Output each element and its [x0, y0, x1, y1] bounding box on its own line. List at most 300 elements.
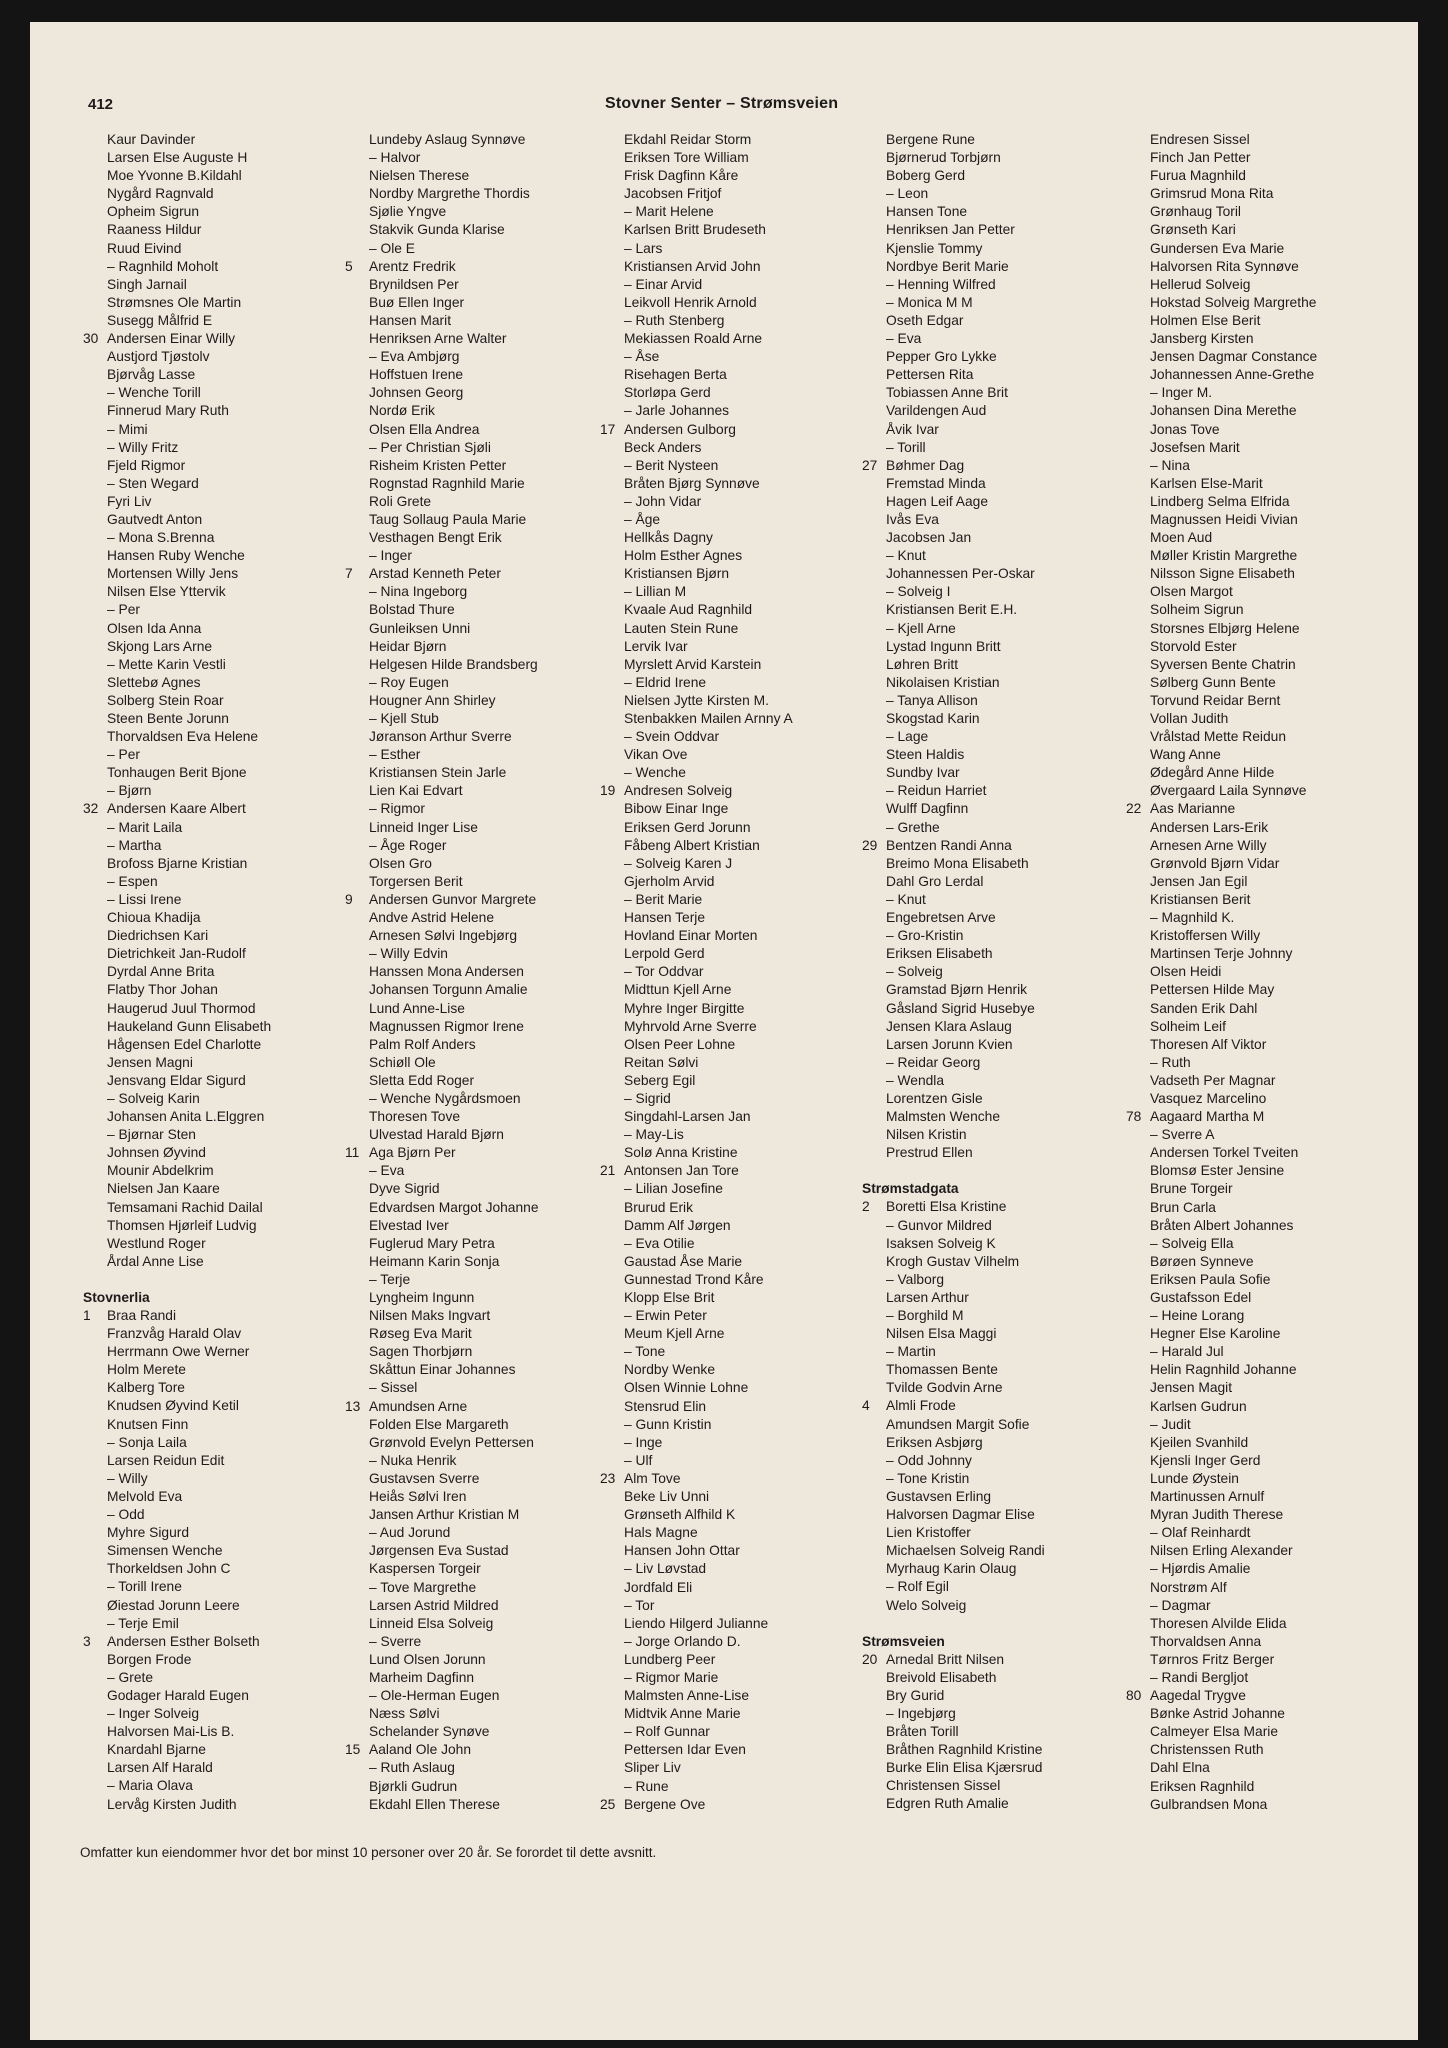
- resident-name: Lerpold Gerd: [624, 946, 705, 962]
- resident-name: Larsen Arthur: [886, 1289, 969, 1305]
- resident-name: Thomsen Hjørleif Ludvig: [107, 1217, 257, 1233]
- resident-name: Hougner Ann Shirley: [369, 692, 496, 708]
- resident-name: Krogh Gustav Vilhelm: [886, 1253, 1020, 1269]
- resident-entry: [345, 1126, 539, 1144]
- resident-entry: [83, 1090, 271, 1108]
- resident-name: – Mona S.Brenna: [107, 530, 215, 546]
- resident-entry: [345, 638, 539, 656]
- resident-name: Gundersen Eva Marie: [1150, 240, 1285, 256]
- resident-name: Simensen Wenche: [107, 1543, 223, 1559]
- resident-name: – Reidun Harriet: [886, 783, 987, 799]
- resident-entry: [600, 819, 793, 837]
- resident-entry: [600, 1597, 793, 1615]
- resident-entry: [83, 728, 271, 746]
- resident-entry: [83, 312, 271, 330]
- resident-name: Lystad Ingunn Britt: [886, 638, 1001, 654]
- resident-entry: [345, 1253, 539, 1271]
- resident-entry: [1126, 891, 1317, 909]
- house-number: 5: [345, 258, 353, 274]
- address-entry: [600, 1796, 793, 1814]
- resident-entry: [862, 529, 1045, 547]
- resident-name: Bentzen Randi Anna: [886, 837, 1012, 853]
- resident-entry: [83, 1000, 271, 1018]
- resident-name: Olsen Ella Andrea: [369, 421, 480, 437]
- resident-entry: [83, 294, 271, 312]
- resident-name: Eriksen Gerd Jorunn: [624, 819, 751, 835]
- resident-name: Hellkås Dagny: [624, 530, 713, 546]
- resident-name: – Torill Irene: [107, 1579, 182, 1595]
- resident-entry: [345, 149, 539, 167]
- resident-entry: [83, 258, 271, 276]
- resident-name: Hansen Terje: [624, 910, 706, 926]
- resident-entry: [83, 1542, 271, 1560]
- resident-name: Vikan Ove: [624, 747, 688, 763]
- resident-entry: [345, 728, 539, 746]
- resident-name: Eriksen Asbjørg: [886, 1434, 983, 1450]
- resident-entry: [600, 529, 793, 547]
- resident-name: – Einar Arvid: [624, 276, 703, 292]
- resident-name: Ekdahl Reidar Storm: [624, 132, 752, 147]
- resident-entry: [83, 1162, 271, 1180]
- resident-name: Moen Aud: [1150, 530, 1213, 546]
- resident-name: Nilsen Elsa Maggi: [886, 1326, 997, 1342]
- resident-name: Roli Grete: [369, 493, 432, 509]
- resident-name: Bøhmer Dag: [886, 457, 965, 473]
- resident-entry: [345, 1271, 539, 1289]
- resident-name: Jansberg Kirsten: [1150, 331, 1254, 347]
- resident-name: Liendo Hilgerd Julianne: [624, 1615, 769, 1631]
- footnote: Omfatter kun eiendommer hvor det bor minst 10 personer over 20 år. Se forordet til dette avsnitt.: [80, 1845, 657, 1860]
- resident-entry: [345, 1434, 539, 1452]
- resident-entry: [862, 1343, 1045, 1361]
- resident-name: Boberg Gerd: [886, 168, 965, 184]
- resident-entry: [600, 1506, 793, 1524]
- resident-name: Eriksen Ragnhild: [1150, 1778, 1255, 1794]
- house-number: 80: [1126, 1688, 1142, 1704]
- resident-entry: [83, 276, 271, 294]
- resident-name: Susegg Målfrid E: [107, 312, 213, 328]
- resident-name: – Valborg: [886, 1271, 945, 1287]
- directory-page: [30, 22, 1418, 2040]
- resident-name: – Eva Ambjørg: [369, 349, 460, 365]
- resident-name: Skåttun Einar Johannes: [369, 1362, 516, 1378]
- resident-name: Kjeilen Svanhild: [1150, 1434, 1249, 1450]
- resident-entry: [600, 167, 793, 185]
- resident-name: Thorkeldsen John C: [107, 1561, 231, 1577]
- resident-name: Gaustad Åse Marie: [624, 1253, 743, 1269]
- resident-name: Larsen Astrid Mildred: [369, 1597, 499, 1613]
- resident-name: Antonsen Jan Tore: [624, 1163, 739, 1179]
- resident-name: Jensen Jan Egil: [1150, 873, 1248, 889]
- resident-entry: [862, 185, 1045, 203]
- resident-entry: [1126, 402, 1317, 420]
- resident-name: Reitan Sølvi: [624, 1054, 699, 1070]
- resident-entry: [600, 312, 793, 330]
- resident-name: Larsen Alf Harald: [107, 1760, 213, 1776]
- resident-name: Ødegård Anne Hilde: [1150, 765, 1275, 781]
- resident-name: Mortensen Willy Jens: [107, 566, 239, 582]
- resident-name: – Magnhild K.: [1150, 910, 1235, 926]
- resident-name: – Eva: [886, 331, 922, 347]
- resident-entry: [83, 1578, 271, 1596]
- resident-name: Jøranson Arthur Sverre: [369, 729, 512, 745]
- resident-entry: [83, 620, 271, 638]
- resident-entry: [1126, 1524, 1317, 1542]
- resident-name: – Odd Johnny: [886, 1452, 972, 1468]
- resident-entry: [1126, 945, 1317, 963]
- resident-name: Lund Olsen Jorunn: [369, 1651, 486, 1667]
- resident-entry: [345, 185, 539, 203]
- resident-name: Lindberg Selma Elfrida: [1150, 493, 1290, 509]
- resident-entry: [1126, 656, 1317, 674]
- resident-entry: [345, 782, 539, 800]
- resident-name: Torvund Reidar Bernt: [1150, 692, 1281, 708]
- resident-name: Gåsland Sigrid Husebye: [886, 1000, 1035, 1016]
- resident-entry: [862, 728, 1045, 746]
- resident-entry: [600, 927, 793, 945]
- resident-entry: [862, 1597, 1045, 1615]
- resident-name: – Martha: [107, 837, 162, 853]
- resident-entry: [1126, 1162, 1317, 1180]
- resident-entry: [600, 837, 793, 855]
- resident-entry: [600, 1307, 793, 1325]
- resident-entry: [345, 547, 539, 565]
- resident-name: – Tone Kristin: [886, 1470, 970, 1486]
- resident-entry: [345, 1524, 539, 1542]
- resident-entry: [83, 149, 271, 167]
- resident-entry: [83, 855, 271, 873]
- resident-entry: [862, 1000, 1045, 1018]
- resident-name: – Inger: [369, 548, 412, 564]
- resident-name: Holmen Else Berit: [1150, 312, 1261, 328]
- resident-entry: [345, 746, 539, 764]
- resident-entry: [83, 1416, 271, 1434]
- resident-entry: [1126, 258, 1317, 276]
- resident-entry: [1126, 366, 1317, 384]
- resident-name: Nielsen Jytte Kirsten M.: [624, 692, 769, 708]
- resident-entry: [345, 1796, 539, 1814]
- resident-entry: [1126, 384, 1317, 402]
- resident-name: Tvilde Godvin Arne: [886, 1380, 1003, 1396]
- resident-entry: [345, 1199, 539, 1217]
- resident-entry: [345, 276, 539, 294]
- resident-entry: [1126, 583, 1317, 601]
- resident-entry: [862, 1759, 1045, 1777]
- resident-name: Singh Jarnail: [107, 276, 187, 292]
- resident-entry: [345, 221, 539, 239]
- resident-entry: [345, 1615, 539, 1633]
- resident-entry: [83, 439, 271, 457]
- resident-name: Haukeland Gunn Elisabeth: [107, 1018, 272, 1034]
- resident-entry: [600, 1579, 793, 1597]
- resident-entry: [83, 384, 271, 402]
- resident-entry: [600, 1235, 793, 1253]
- resident-name: Arnesen Arne Willy: [1150, 837, 1267, 853]
- resident-entry: [83, 583, 271, 601]
- resident-name: Brune Torgeir: [1150, 1181, 1233, 1197]
- resident-entry: [600, 221, 793, 239]
- resident-entry: [1126, 185, 1317, 203]
- column-5: [1126, 131, 1317, 1814]
- resident-entry: [345, 421, 539, 439]
- resident-entry: [600, 1253, 793, 1271]
- resident-entry: [600, 1723, 793, 1741]
- resident-entry: [600, 1054, 793, 1072]
- resident-entry: [1126, 1434, 1317, 1452]
- resident-name: – Tor: [624, 1597, 655, 1613]
- resident-entry: [83, 529, 271, 547]
- resident-name: Eriksen Paula Sofie: [1150, 1271, 1271, 1287]
- resident-name: Fjeld Rigmor: [107, 457, 186, 473]
- resident-name: Aga Bjørn Per: [369, 1145, 456, 1161]
- resident-entry: [862, 1542, 1045, 1560]
- resident-entry: [83, 1651, 271, 1669]
- resident-entry: [83, 873, 271, 891]
- resident-name: Larsen Else Auguste H: [107, 150, 248, 166]
- resident-name: – Halvor: [369, 150, 421, 166]
- resident-entry: [862, 583, 1045, 601]
- resident-entry: [600, 1542, 793, 1560]
- resident-name: – Sverre: [369, 1633, 422, 1649]
- resident-entry: [1126, 1597, 1317, 1615]
- resident-entry: [862, 203, 1045, 221]
- resident-name: Wang Anne: [1150, 747, 1221, 763]
- resident-name: Vesthagen Bengt Erik: [369, 530, 502, 546]
- resident-name: Beck Anders: [624, 439, 702, 455]
- resident-entry: [345, 1343, 539, 1361]
- resident-name: Olsen Winnie Lohne: [624, 1380, 749, 1396]
- resident-entry: [83, 1705, 271, 1723]
- resident-entry: [345, 1579, 539, 1597]
- resident-entry: [83, 221, 271, 239]
- resident-entry: [345, 439, 539, 457]
- resident-name: Pettersen Rita: [886, 367, 974, 383]
- resident-name: Martinussen Arnulf: [1150, 1489, 1265, 1505]
- resident-entry: [345, 1778, 539, 1796]
- resident-entry: [345, 963, 539, 981]
- resident-entry: [345, 1000, 539, 1018]
- resident-entry: [83, 1018, 271, 1036]
- resident-name: Hagen Leif Aage: [886, 493, 989, 509]
- address-entry: [862, 1198, 1045, 1216]
- resident-entry: [1126, 167, 1317, 185]
- resident-name: Andersen Kaare Albert: [107, 801, 246, 817]
- resident-entry: [345, 620, 539, 638]
- column-1: [83, 131, 271, 1814]
- resident-name: Ekdahl Ellen Therese: [369, 1796, 500, 1812]
- resident-name: Austjord Tjøstolv: [107, 349, 210, 365]
- resident-name: – Eldrid Irene: [624, 674, 707, 690]
- resident-name: Jordfald Eli: [624, 1579, 693, 1595]
- resident-entry: [1126, 1416, 1317, 1434]
- resident-entry: [862, 221, 1045, 239]
- resident-entry: [1126, 1199, 1317, 1217]
- resident-name: – Harald Jul: [1150, 1344, 1224, 1360]
- resident-name: – Svein Oddvar: [624, 729, 720, 745]
- resident-entry: [83, 981, 271, 999]
- resident-name: Steen Haldis: [886, 747, 965, 763]
- house-number: 21: [600, 1163, 616, 1179]
- resident-name: Lundberg Peer: [624, 1651, 716, 1667]
- resident-name: Sagen Thorbjørn: [369, 1344, 473, 1360]
- resident-entry: [345, 1416, 539, 1434]
- resident-entry: [1126, 1000, 1317, 1018]
- resident-name: Thorvaldsen Eva Helene: [107, 729, 259, 745]
- resident-name: – Lars: [624, 240, 663, 256]
- resident-entry: [600, 330, 793, 348]
- resident-entry: [1126, 927, 1317, 945]
- column-3: [600, 131, 793, 1814]
- resident-entry: [600, 475, 793, 493]
- resident-name: Olsen Margot: [1150, 584, 1233, 600]
- resident-entry: [600, 348, 793, 366]
- resident-name: Nilsen Maks Ingvart: [369, 1308, 491, 1324]
- resident-entry: [83, 909, 271, 927]
- resident-entry: [1126, 439, 1317, 457]
- resident-entry: [600, 1217, 793, 1235]
- resident-name: – Rolf Gunnar: [624, 1724, 710, 1740]
- resident-name: Nielsen Jan Kaare: [107, 1181, 220, 1197]
- resident-name: Folden Else Margareth: [369, 1416, 509, 1432]
- resident-entry: [862, 891, 1045, 909]
- resident-name: Myrslett Arvid Karstein: [624, 656, 762, 672]
- resident-entry: [345, 330, 539, 348]
- resident-entry: [862, 493, 1045, 511]
- resident-name: Gunnestad Trond Kåre: [624, 1271, 764, 1287]
- resident-name: Andersen Gunvor Margrete: [369, 891, 537, 907]
- resident-entry: [1126, 1778, 1317, 1796]
- resident-name: Wulff Dagfinn: [886, 801, 969, 817]
- resident-entry: [345, 1235, 539, 1253]
- resident-entry: [83, 963, 271, 981]
- resident-name: Diedrichsen Kari: [107, 928, 209, 944]
- resident-entry: [83, 1253, 271, 1271]
- resident-entry: [862, 421, 1045, 439]
- resident-name: Gramstad Bjørn Henrik: [886, 982, 1028, 998]
- resident-entry: [1126, 638, 1317, 656]
- resident-entry: [600, 1289, 793, 1307]
- resident-name: Eriksen Elisabeth: [886, 946, 993, 962]
- resident-name: – Randi Bergljot: [1150, 1669, 1249, 1685]
- resident-name: – Åse: [624, 349, 660, 365]
- resident-entry: [862, 1560, 1045, 1578]
- resident-entry: [1126, 203, 1317, 221]
- resident-name: Bjørvåg Lasse: [107, 367, 196, 383]
- resident-name: Fuglerud Mary Petra: [369, 1235, 495, 1251]
- address-entry: [600, 1470, 793, 1488]
- resident-entry: [1126, 529, 1317, 547]
- resident-name: Johnsen Georg: [369, 385, 464, 401]
- resident-name: Palm Rolf Anders: [369, 1036, 476, 1052]
- resident-name: – Tor Oddvar: [624, 964, 704, 980]
- resident-entry: [1126, 1325, 1317, 1343]
- resident-entry: [600, 547, 793, 565]
- resident-name: Grimsrud Mona Rita: [1150, 186, 1274, 202]
- resident-name: Knudsen Øyvind Ketil: [107, 1398, 239, 1414]
- resident-name: – Hjørdis Amalie: [1150, 1561, 1251, 1577]
- resident-entry: [83, 1054, 271, 1072]
- resident-name: – Knut: [886, 891, 926, 907]
- resident-name: – Inger Solveig: [107, 1706, 200, 1722]
- resident-name: – Liv Løvstad: [624, 1561, 707, 1577]
- page-number: 412: [88, 96, 114, 113]
- resident-entry: [862, 1777, 1045, 1795]
- resident-name: Halvorsen Rita Synnøve: [1150, 258, 1299, 274]
- resident-name: Sjølie Yngve: [369, 204, 447, 220]
- resident-entry: [862, 1018, 1045, 1036]
- resident-entry: [600, 1398, 793, 1416]
- resident-name: Vadseth Per Magnar: [1150, 1072, 1276, 1088]
- resident-entry: [862, 167, 1045, 185]
- resident-name: Michaelsen Solveig Randi: [886, 1543, 1045, 1559]
- resident-name: Olsen Ida Anna: [107, 620, 202, 636]
- resident-entry: [345, 873, 539, 891]
- resident-name: Helgesen Hilde Brandsberg: [369, 656, 538, 672]
- resident-name: Thorvaldsen Anna: [1150, 1633, 1262, 1649]
- resident-entry: [862, 963, 1045, 981]
- resident-name: Johansen Dina Merethe: [1150, 403, 1297, 419]
- resident-entry: [862, 1325, 1045, 1343]
- resident-name: Calmeyer Elsa Marie: [1150, 1724, 1279, 1740]
- resident-entry: [600, 203, 793, 221]
- resident-entry: [83, 1036, 271, 1054]
- resident-name: – Willy: [107, 1470, 148, 1486]
- resident-entry: [862, 945, 1045, 963]
- address-entry: [862, 1397, 1045, 1415]
- resident-entry: [83, 656, 271, 674]
- resident-entry: [600, 1072, 793, 1090]
- resident-name: Arstad Kenneth Peter: [369, 566, 501, 582]
- resident-entry: [862, 710, 1045, 728]
- resident-name: – Borghild M: [886, 1308, 964, 1323]
- resident-name: Hansen Tone: [886, 204, 968, 220]
- resident-name: – Kjell Arne: [886, 620, 956, 636]
- resident-entry: [345, 1217, 539, 1235]
- resident-name: Temsamani Rachid Dailal: [107, 1199, 263, 1215]
- resident-entry: [345, 1325, 539, 1343]
- resident-entry: [345, 656, 539, 674]
- house-number: 7: [345, 566, 353, 582]
- resident-name: Nordby Wenke: [624, 1362, 716, 1378]
- resident-entry: [1126, 149, 1317, 167]
- resident-entry: [345, 1090, 539, 1108]
- resident-entry: [345, 981, 539, 999]
- resident-name: – Åge: [624, 511, 661, 527]
- resident-name: Fremstad Minda: [886, 475, 986, 491]
- resident-name: Edgren Ruth Amalie: [886, 1796, 1009, 1812]
- resident-entry: [862, 149, 1045, 167]
- resident-entry: [345, 203, 539, 221]
- resident-entry: [600, 674, 793, 692]
- resident-entry: [862, 1669, 1045, 1687]
- resident-name: Knutsen Finn: [107, 1416, 189, 1432]
- resident-name: Torgersen Berit: [369, 873, 463, 889]
- house-number: 23: [600, 1470, 616, 1486]
- resident-name: Løhren Britt: [886, 656, 959, 672]
- house-number: 32: [83, 801, 99, 817]
- resident-name: Holm Merete: [107, 1362, 186, 1378]
- resident-entry: [1126, 764, 1317, 782]
- resident-name: Steen Bente Jorunn: [107, 711, 229, 726]
- resident-name: – Eva: [369, 1163, 405, 1179]
- resident-entry: [600, 1651, 793, 1669]
- resident-name: Midttun Kjell Arne: [624, 982, 732, 998]
- resident-entry: [1126, 1054, 1317, 1072]
- resident-entry: [600, 583, 793, 601]
- resident-name: Skogstad Karin: [886, 711, 980, 726]
- resident-entry: [862, 1578, 1045, 1596]
- resident-entry: [345, 475, 539, 493]
